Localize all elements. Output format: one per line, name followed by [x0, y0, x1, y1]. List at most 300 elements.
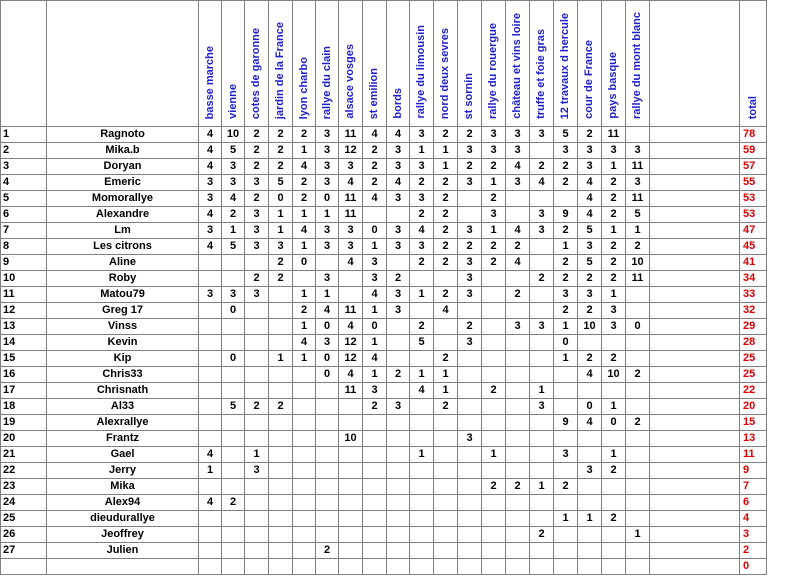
player-name-cell: Alex94 — [47, 495, 199, 511]
rank-cell: 14 — [1, 335, 47, 351]
score-cell — [293, 463, 316, 479]
score-cell — [434, 335, 458, 351]
total-cell: 29 — [740, 319, 767, 335]
score-cell: 1 — [293, 207, 316, 223]
score-cell: 2 — [578, 271, 602, 287]
score-cell: 1 — [554, 239, 578, 255]
score-cell: 4 — [316, 303, 339, 319]
score-cell — [482, 335, 506, 351]
rank-cell: 17 — [1, 383, 47, 399]
score-cell — [363, 447, 387, 463]
score-cell: 3 — [578, 159, 602, 175]
score-cell: 3 — [245, 207, 269, 223]
score-cell: 5 — [626, 207, 650, 223]
score-cell — [410, 399, 434, 415]
total-cell: 28 — [740, 335, 767, 351]
score-cell: 2 — [458, 239, 482, 255]
score-cell — [222, 319, 245, 335]
score-cell: 10 — [339, 431, 363, 447]
score-cell — [199, 527, 222, 543]
score-cell: 1 — [410, 143, 434, 159]
score-cell: 4 — [410, 223, 434, 239]
score-cell: 2 — [554, 223, 578, 239]
score-cell: 3 — [530, 207, 554, 223]
rank-cell: 12 — [1, 303, 47, 319]
score-cell: 3 — [458, 175, 482, 191]
score-cell: 2 — [554, 271, 578, 287]
rank-cell: 5 — [1, 191, 47, 207]
rank-cell: 10 — [1, 271, 47, 287]
score-cell: 4 — [293, 223, 316, 239]
score-cell — [316, 255, 339, 271]
total-cell: 33 — [740, 287, 767, 303]
score-cell — [339, 287, 363, 303]
score-cell — [482, 495, 506, 511]
score-cell: 3 — [458, 143, 482, 159]
rank-cell: 9 — [1, 255, 47, 271]
score-cell: 1 — [434, 383, 458, 399]
score-cell: 2 — [554, 159, 578, 175]
total-cell: 3 — [740, 527, 767, 543]
score-cell — [339, 511, 363, 527]
score-cell — [316, 479, 339, 495]
score-cell — [506, 559, 530, 575]
score-cell — [222, 383, 245, 399]
score-cell — [316, 383, 339, 399]
score-cell: 3 — [530, 223, 554, 239]
rank-cell: 11 — [1, 287, 47, 303]
score-cell — [626, 303, 650, 319]
score-cell: 3 — [410, 159, 434, 175]
score-cell — [626, 335, 650, 351]
column-header — [316, 1, 339, 127]
player-name-cell: Greg 17 — [47, 303, 199, 319]
score-cell: 1 — [363, 335, 387, 351]
score-cell: 1 — [602, 447, 626, 463]
score-cell — [578, 479, 602, 495]
total-cell: 13 — [740, 431, 767, 447]
score-cell: 3 — [554, 447, 578, 463]
total-cell: 34 — [740, 271, 767, 287]
column-header-label: basse marche — [203, 45, 216, 119]
score-cell: 1 — [293, 319, 316, 335]
total-cell: 57 — [740, 159, 767, 175]
score-cell: 1 — [626, 527, 650, 543]
score-cell: 3 — [578, 239, 602, 255]
score-cell: 2 — [245, 143, 269, 159]
column-header-label: nord deux sevres — [439, 27, 451, 119]
rank-cell: 15 — [1, 351, 47, 367]
rank-cell: 8 — [1, 239, 47, 255]
score-cell: 2 — [458, 159, 482, 175]
score-cell: 3 — [387, 399, 410, 415]
score-cell: 3 — [626, 175, 650, 191]
rank-cell: 7 — [1, 223, 47, 239]
score-cell — [506, 463, 530, 479]
score-cell — [626, 559, 650, 575]
score-cell — [554, 367, 578, 383]
score-cell — [293, 271, 316, 287]
score-cell: 2 — [578, 303, 602, 319]
score-cell — [222, 559, 245, 575]
score-cell — [578, 383, 602, 399]
score-cell — [554, 383, 578, 399]
spacer-cell — [650, 175, 740, 191]
score-cell — [199, 415, 222, 431]
score-cell: 4 — [387, 175, 410, 191]
score-cell — [199, 335, 222, 351]
score-cell — [506, 527, 530, 543]
score-cell: 3 — [506, 143, 530, 159]
table-row — [1, 543, 767, 559]
score-cell: 0 — [269, 191, 293, 207]
score-cell — [316, 415, 339, 431]
score-cell: 11 — [626, 271, 650, 287]
rank-cell: 27 — [1, 543, 47, 559]
score-cell: 1 — [554, 511, 578, 527]
score-cell: 10 — [578, 319, 602, 335]
score-cell — [530, 303, 554, 319]
column-header-label: st sornin — [463, 72, 475, 119]
score-cell — [222, 447, 245, 463]
score-cell — [554, 543, 578, 559]
total-cell: 6 — [740, 495, 767, 511]
table-row — [1, 255, 767, 271]
score-cell: 4 — [339, 319, 363, 335]
score-cell: 1 — [410, 287, 434, 303]
score-cell: 1 — [222, 223, 245, 239]
score-cell — [530, 351, 554, 367]
score-cell — [245, 431, 269, 447]
score-cell — [506, 511, 530, 527]
score-cell: 2 — [293, 175, 316, 191]
column-header-label: bords — [391, 88, 404, 119]
score-cell: 2 — [269, 159, 293, 175]
score-cell: 2 — [482, 255, 506, 271]
score-cell — [626, 287, 650, 303]
score-cell: 5 — [222, 143, 245, 159]
score-cell — [339, 271, 363, 287]
score-cell — [554, 191, 578, 207]
score-cell: 2 — [554, 175, 578, 191]
score-cell — [410, 511, 434, 527]
score-cell: 11 — [602, 127, 626, 143]
score-cell: 5 — [269, 175, 293, 191]
player-name-cell: Momorallye — [47, 191, 199, 207]
score-cell: 10 — [602, 367, 626, 383]
score-cell — [222, 367, 245, 383]
score-cell: 2 — [602, 207, 626, 223]
score-cell — [387, 431, 410, 447]
score-cell — [222, 415, 245, 431]
score-cell: 3 — [199, 223, 222, 239]
score-cell: 3 — [554, 143, 578, 159]
score-cell: 3 — [387, 159, 410, 175]
column-header — [387, 1, 410, 127]
score-cell — [410, 415, 434, 431]
score-cell — [199, 431, 222, 447]
score-cell — [245, 367, 269, 383]
score-cell — [222, 255, 245, 271]
score-cell: 3 — [363, 271, 387, 287]
score-cell: 2 — [245, 127, 269, 143]
total-cell: 41 — [740, 255, 767, 271]
player-name-cell: Les citrons — [47, 239, 199, 255]
score-cell — [293, 447, 316, 463]
score-cell: 3 — [458, 255, 482, 271]
score-cell — [293, 383, 316, 399]
score-cell — [626, 511, 650, 527]
score-cell: 0 — [222, 303, 245, 319]
score-cell: 2 — [458, 127, 482, 143]
total-cell: 11 — [740, 447, 767, 463]
score-cell: 2 — [222, 495, 245, 511]
score-cell — [269, 431, 293, 447]
score-cell: 1 — [316, 207, 339, 223]
score-cell: 1 — [316, 287, 339, 303]
table-row — [1, 239, 767, 255]
score-cell: 2 — [363, 175, 387, 191]
column-header — [554, 1, 578, 127]
score-cell: 3 — [316, 223, 339, 239]
score-cell: 3 — [458, 223, 482, 239]
score-cell — [530, 287, 554, 303]
score-cell: 2 — [269, 255, 293, 271]
score-cell: 3 — [482, 143, 506, 159]
score-cell: 2 — [602, 511, 626, 527]
score-cell — [554, 527, 578, 543]
score-cell: 0 — [363, 319, 387, 335]
score-cell — [293, 431, 316, 447]
score-cell — [387, 511, 410, 527]
score-cell: 4 — [363, 287, 387, 303]
score-cell — [363, 415, 387, 431]
rank-cell: 20 — [1, 431, 47, 447]
score-cell: 2 — [434, 127, 458, 143]
score-cell: 2 — [602, 191, 626, 207]
score-cell: 5 — [578, 223, 602, 239]
score-cell: 3 — [199, 175, 222, 191]
score-cell: 1 — [293, 287, 316, 303]
score-cell: 11 — [626, 191, 650, 207]
column-header-label: cotes de garonne — [250, 27, 262, 119]
score-cell: 3 — [602, 143, 626, 159]
rank-cell: 23 — [1, 479, 47, 495]
score-cell: 2 — [482, 479, 506, 495]
score-cell: 3 — [316, 239, 339, 255]
table-row — [1, 511, 767, 527]
score-cell — [199, 319, 222, 335]
player-name-cell: Roby — [47, 271, 199, 287]
score-cell: 3 — [506, 319, 530, 335]
score-cell — [506, 351, 530, 367]
score-cell: 2 — [434, 175, 458, 191]
score-cell — [363, 495, 387, 511]
score-cell — [458, 383, 482, 399]
score-cell — [245, 255, 269, 271]
total-cell: 78 — [740, 127, 767, 143]
score-cell: 2 — [602, 175, 626, 191]
score-cell: 2 — [578, 351, 602, 367]
score-cell: 2 — [482, 383, 506, 399]
score-cell — [458, 511, 482, 527]
score-cell — [530, 543, 554, 559]
score-cell — [269, 287, 293, 303]
score-cell — [458, 463, 482, 479]
score-cell — [222, 479, 245, 495]
score-cell — [482, 367, 506, 383]
score-cell: 2 — [363, 143, 387, 159]
score-cell — [434, 479, 458, 495]
column-header — [269, 1, 293, 127]
score-cell: 1 — [269, 207, 293, 223]
score-cell: 3 — [363, 255, 387, 271]
total-cell: 7 — [740, 479, 767, 495]
score-cell: 0 — [363, 223, 387, 239]
score-cell — [410, 543, 434, 559]
score-cell: 2 — [410, 207, 434, 223]
score-cell — [458, 367, 482, 383]
score-cell — [363, 527, 387, 543]
score-cell — [410, 527, 434, 543]
player-name-cell: Frantz — [47, 431, 199, 447]
column-header-label: pays basque — [607, 52, 619, 119]
spacer-cell — [650, 511, 740, 527]
score-cell: 3 — [602, 303, 626, 319]
score-cell — [506, 383, 530, 399]
score-cell — [458, 527, 482, 543]
score-cell — [434, 463, 458, 479]
score-cell: 1 — [410, 367, 434, 383]
score-cell — [530, 255, 554, 271]
score-cell: 2 — [434, 399, 458, 415]
score-cell: 4 — [293, 159, 316, 175]
spacer-cell — [650, 495, 740, 511]
score-cell: 11 — [339, 383, 363, 399]
table-row — [1, 127, 767, 143]
score-cell: 9 — [554, 207, 578, 223]
score-cell: 3 — [269, 239, 293, 255]
score-cell: 1 — [293, 351, 316, 367]
score-cell — [602, 431, 626, 447]
score-cell — [387, 351, 410, 367]
score-cell: 1 — [199, 463, 222, 479]
score-cell — [506, 271, 530, 287]
table-row — [1, 383, 767, 399]
score-cell: 2 — [316, 543, 339, 559]
spacer-cell — [650, 463, 740, 479]
score-cell: 4 — [222, 191, 245, 207]
column-header-label: truffe et foie gras — [535, 29, 547, 119]
total-cell: 2 — [740, 543, 767, 559]
score-cell — [222, 271, 245, 287]
score-cell — [199, 511, 222, 527]
total-cell: 20 — [740, 399, 767, 415]
rank-cell — [1, 559, 47, 575]
column-header-label: rallye du mont blanc — [631, 12, 643, 119]
score-cell — [245, 415, 269, 431]
score-cell: 3 — [482, 127, 506, 143]
table-row — [1, 479, 767, 495]
player-name-cell: Emeric — [47, 175, 199, 191]
score-cell: 3 — [245, 287, 269, 303]
score-cell: 2 — [530, 159, 554, 175]
score-cell: 1 — [554, 351, 578, 367]
score-cell: 2 — [245, 271, 269, 287]
spacer-cell — [650, 367, 740, 383]
score-cell: 3 — [482, 207, 506, 223]
score-cell: 3 — [339, 223, 363, 239]
score-cell — [316, 559, 339, 575]
score-cell — [554, 495, 578, 511]
score-cell: 3 — [506, 175, 530, 191]
score-cell — [269, 543, 293, 559]
player-name-cell: Al33 — [47, 399, 199, 415]
score-cell — [506, 495, 530, 511]
score-cell: 2 — [602, 351, 626, 367]
score-cell — [245, 559, 269, 575]
score-cell: 2 — [387, 271, 410, 287]
rank-cell: 25 — [1, 511, 47, 527]
score-cell — [387, 559, 410, 575]
score-cell — [458, 207, 482, 223]
rank-cell: 6 — [1, 207, 47, 223]
player-name-cell: Jerry — [47, 463, 199, 479]
rank-cell: 1 — [1, 127, 47, 143]
score-cell: 1 — [482, 223, 506, 239]
score-cell — [199, 255, 222, 271]
score-cell: 1 — [363, 303, 387, 319]
score-cell: 1 — [363, 239, 387, 255]
total-cell: 4 — [740, 511, 767, 527]
score-cell: 12 — [339, 351, 363, 367]
score-cell — [387, 255, 410, 271]
score-cell — [293, 543, 316, 559]
score-cell — [293, 399, 316, 415]
score-cell — [316, 431, 339, 447]
player-name-cell: Julien — [47, 543, 199, 559]
score-cell — [458, 543, 482, 559]
score-cell: 1 — [293, 143, 316, 159]
score-cell: 4 — [434, 303, 458, 319]
score-cell: 2 — [602, 463, 626, 479]
score-cell: 3 — [458, 335, 482, 351]
score-cell — [199, 479, 222, 495]
rank-cell: 26 — [1, 527, 47, 543]
score-cell — [458, 303, 482, 319]
column-header — [245, 1, 269, 127]
score-cell — [482, 351, 506, 367]
score-cell: 2 — [245, 159, 269, 175]
score-cell — [387, 543, 410, 559]
score-cell — [530, 463, 554, 479]
score-cell: 2 — [245, 399, 269, 415]
player-name-cell: Jeoffrey — [47, 527, 199, 543]
score-cell — [530, 335, 554, 351]
spacer-cell — [650, 255, 740, 271]
score-cell: 0 — [316, 319, 339, 335]
score-cell — [482, 415, 506, 431]
table-row — [1, 495, 767, 511]
rank-cell: 2 — [1, 143, 47, 159]
score-cell — [269, 335, 293, 351]
score-cell: 11 — [339, 207, 363, 223]
score-cell: 11 — [339, 127, 363, 143]
score-cell — [293, 559, 316, 575]
score-cell: 2 — [602, 255, 626, 271]
score-cell: 3 — [387, 303, 410, 319]
score-cell — [554, 431, 578, 447]
